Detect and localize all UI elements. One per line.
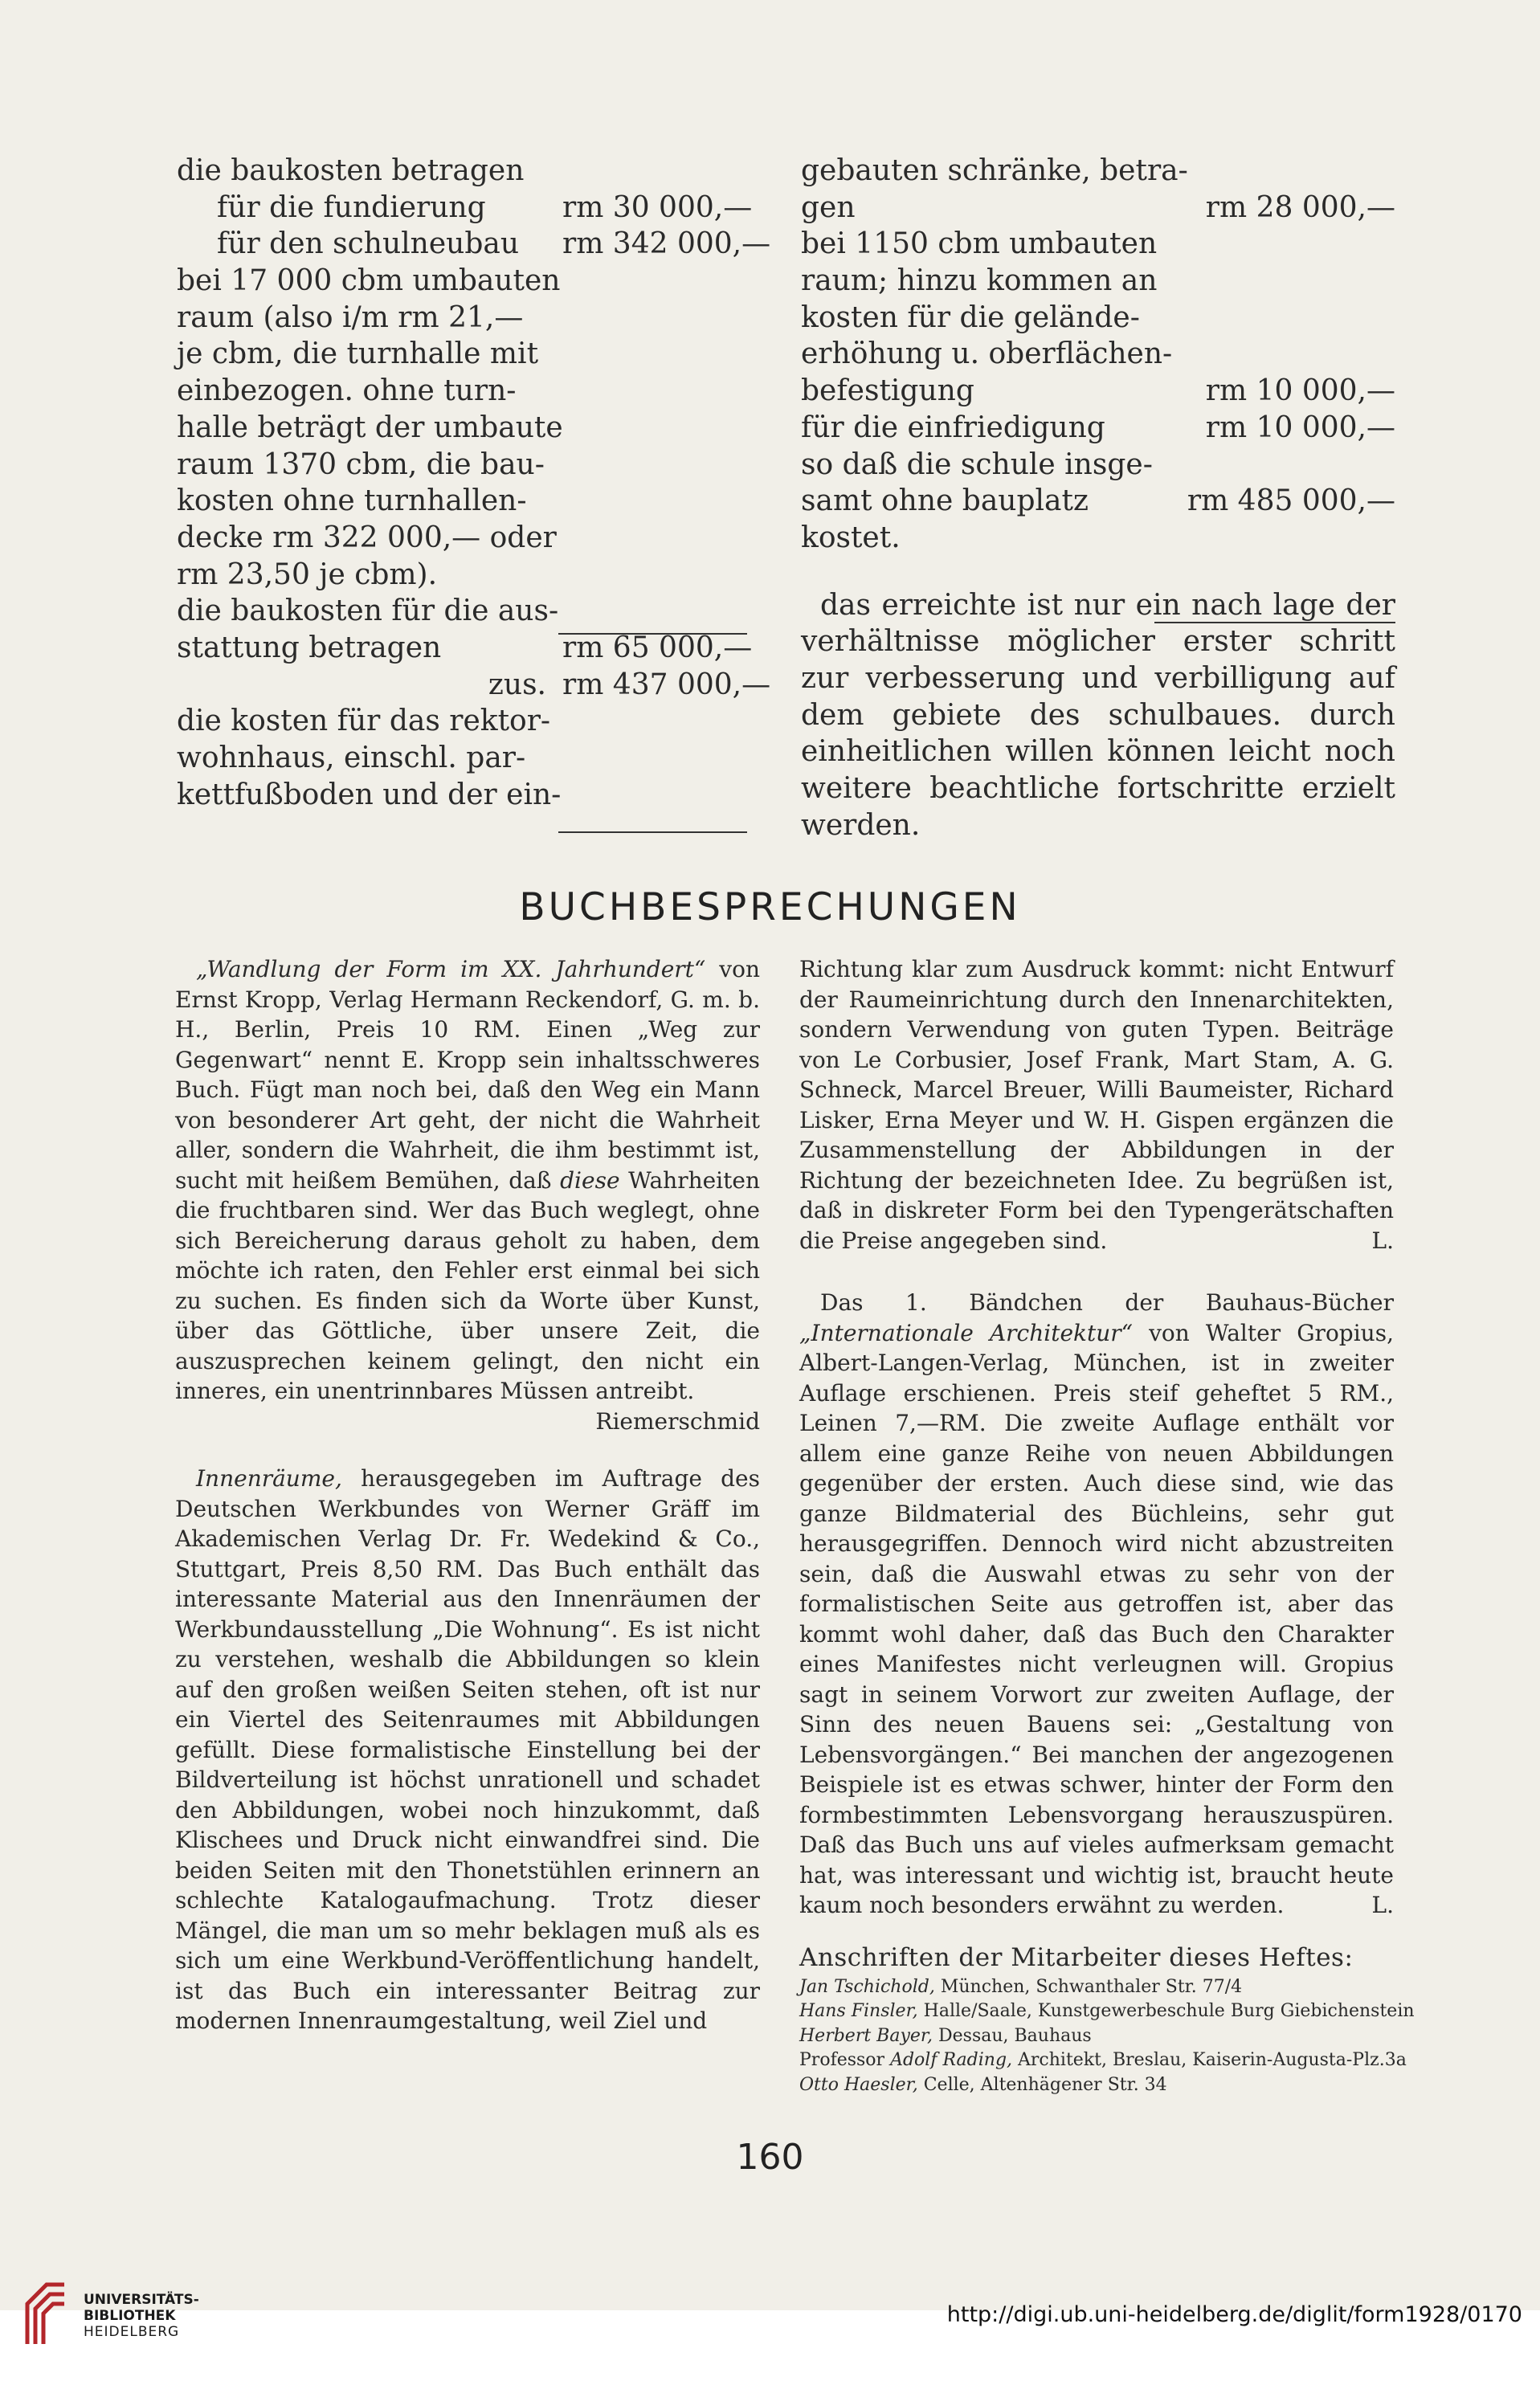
cost-left-row-text: die kosten für das rektor- xyxy=(177,704,551,738)
review-kropp-text-a: von Ernst Kropp, Verlag Hermann Reckendorf, G. m. b. H., Berlin, Preis 10 RM. Einen „Weg zur Gegenwart“ nennt E. Kropp sein inhaltsschweres Buch. Fügt man noch bei, daß den Weg ein Mann von besonderer Art geht, der nicht die Wahrheit aller, sondern die Wahrheit, die ihm bestimmt ist, sucht mit heißem Bemühen, daß xyxy=(175,956,760,1194)
review-kropp-text-b: Wahrheiten die fruchtbaren sind. Wer das Buch weglegt, ohne sich Bereicherung daraus geholt zu haben, dem möchte ich raten, den Fehler erst einmal bei sich zu suchen. Es finden sich da Worte über Kunst, über das Göttliche, über unsere Zeit, die auszusprechen keinem gelingt, den nicht ein inneres, ein unentrinnbares Müssen antreibt. xyxy=(175,1166,760,1404)
cost-right-row-text: gebauten schränke, betra- xyxy=(801,154,1188,187)
cost-left-row xyxy=(177,336,747,373)
cost-right-row-text: kostet. xyxy=(801,521,901,554)
cost-right-row-text: so daß die schule insge- xyxy=(801,447,1153,481)
sum-rule xyxy=(558,633,747,635)
cost-right-row-text: befestigung xyxy=(801,374,974,408)
cost-left-row-text: die baukosten für die aus- xyxy=(177,594,559,628)
review-gropius-intro: Das 1. Bändchen der Bauhaus-Bücher xyxy=(820,1289,1394,1316)
cost-list-right xyxy=(801,153,1395,843)
cost-left-row-text: halle beträgt der umbaute xyxy=(177,410,563,444)
cost-left-row-text: die baukosten betragen xyxy=(177,154,525,187)
sum-rule xyxy=(558,831,747,833)
contributors-heading: Anschriften der Mitarbeiter dieses Heftes: xyxy=(799,1942,1354,1972)
cost-left-row xyxy=(177,226,771,263)
spacer xyxy=(799,1256,1394,1288)
cost-left-row xyxy=(177,703,747,740)
contributors-list xyxy=(799,1975,1415,2098)
contributor-address xyxy=(799,1999,1415,2024)
cost-right-row xyxy=(801,190,1395,227)
cost-left-row-amount: rm 342 000,— xyxy=(562,227,771,261)
review-gropius-signature: L. xyxy=(1371,1892,1394,1918)
contributor-address xyxy=(799,1975,1394,2000)
cost-right-row xyxy=(801,373,1395,410)
cost-rows-right xyxy=(801,153,1395,557)
reviews-right-column xyxy=(799,954,1415,2097)
review-kropp-title: „Wandlung der Form im XX. Jahrhundert“ xyxy=(196,956,706,982)
library-name xyxy=(84,2292,199,2340)
cost-left-row xyxy=(177,300,747,337)
cost-left-row xyxy=(177,740,747,777)
cost-left-row-text: stattung betragen xyxy=(177,631,442,664)
review-innenraeume-text-continued: Richtung klar zum Ausdruck kommt: nicht Entwurf der Raumeinrichtung durch den Innenarchitekten, sondern Verwendung von guten Typen. Beiträge von Le Corbusier, Josef Frank, Mart Stam, A. G. Schneck, Marcel Breuer, Willi Baumeister, Richard Lisker, Erna Meyer und W. H. Gispen ergänzen die Zusammenstellung der Abbildungen in der Richtung der bezeichneten Idee. Zu begrüßen ist, daß in diskreter Form bei den Typengerätschaften die Preise angegeben sind. L. xyxy=(799,954,1394,1256)
cost-left-row xyxy=(177,593,747,630)
cost-left-row-text: raum (also i/m rm 21,— xyxy=(177,300,524,334)
cost-right-row-amount: rm 10 000,— xyxy=(1205,410,1395,444)
cost-right-row xyxy=(801,520,1395,557)
cost-right-row-text: gen xyxy=(801,190,856,224)
cost-right-row-amount: rm 485 000,— xyxy=(1187,484,1395,518)
cost-left-row xyxy=(177,153,747,190)
source-url-link[interactable]: http://digi.ub.uni-heidelberg.de/diglit/form1928/0170 xyxy=(946,2302,1522,2327)
library-logo-icon xyxy=(22,2280,69,2349)
cost-left-row xyxy=(177,373,747,410)
cost-left-row-text: decke rm 322 000,— oder xyxy=(177,521,557,554)
cost-left-row-amount: rm 65 000,— xyxy=(562,631,753,664)
cost-left-row-text: je cbm, die turnhalle mit xyxy=(177,337,539,371)
cost-right-row xyxy=(801,300,1395,337)
contributor-address xyxy=(799,2073,1394,2098)
cost-right-row xyxy=(801,226,1395,263)
contributor-location: Celle, Altenhägener Str. 34 xyxy=(923,2074,1167,2095)
cost-right-row-text: kosten für die gelände- xyxy=(801,300,1140,334)
cost-left-row-text: für den schulneubau xyxy=(217,227,520,261)
review-kropp-signature: Riemerschmid xyxy=(595,1407,760,1435)
spacer xyxy=(175,1436,760,1464)
contributor-name: Otto Haesler, xyxy=(799,2074,918,2095)
cost-right-row xyxy=(801,153,1395,190)
contributor-name: Adolf Rading, xyxy=(890,2050,1013,2070)
contributor-location: Architekt, Breslau, Kaiserin-Augusta-Plz.3a xyxy=(1018,2050,1407,2070)
cost-left-row xyxy=(177,667,771,704)
contributor-address xyxy=(799,2024,1394,2049)
contributor-name: Hans Finsler, xyxy=(799,2001,918,2021)
page-number: 160 xyxy=(736,2137,804,2178)
cost-left-row xyxy=(177,263,747,300)
cost-left-row-text: kettfußboden und der ein- xyxy=(177,778,562,811)
cost-left-row-amount: rm 437 000,— xyxy=(562,668,771,701)
cost-right-row-text: bei 1150 cbm umbauten xyxy=(801,227,1158,261)
contributor-name: Jan Tschichold, xyxy=(799,1976,935,1997)
cost-right-row xyxy=(801,447,1395,484)
review-innenraeume xyxy=(175,1464,760,2036)
cost-left-row-text: kosten ohne turnhallen- xyxy=(177,484,527,518)
cost-left-row-text: einbezogen. ohne turn- xyxy=(177,374,517,408)
cost-right-row-text: für die einfriedigung xyxy=(801,410,1105,444)
review-kropp-emphasis: diese xyxy=(560,1166,620,1194)
contributor-prefix: Professor xyxy=(799,2050,885,2070)
cost-left-row xyxy=(177,520,747,557)
cost-left-row-text: rm 23,50 je cbm). xyxy=(177,557,438,591)
cost-right-row-amount: rm 28 000,— xyxy=(1205,190,1395,224)
cost-left-row xyxy=(177,630,753,667)
review-gropius-text: von Walter Gropius, Albert-Langen-Verlag, München, ist in zweiter Auflage erschienen. Preis steif geheftet 5 RM., Leinen 7,—RM. Die zweite Auflage enthält vor allem eine ganze Reihe von neuen Abbildungen gegenüber der ersten. Auch diese sind, wie das ganze Bildmaterial des Büchleins, sehr gut herausgegriffen. Dennoch wird nicht abzustreiten sein, daß die Auswahl etwas zu sehr von der formalistischen Seite aus getroffen ist, aber das kommt wohl daher, daß das Buch den Charakter eines Manifestes nicht verleugnen will. Gropius sagt in seinem Vorwort zur zweiten Auflage, der Sinn des neuen Bauens sei: „Gestaltung von Lebensvorgängen.“ Bei manchen der angezogenen Beispiele ist es etwas schwer, hinter der Form den formbestimmten Lebensvorgang herauszuspüren. Daß das Buch uns auf vieles aufmerksam gemacht hat, was interessant und wichtig ist, braucht heute kaum noch besonders erwähnt zu werden. xyxy=(799,1319,1394,1918)
contributor-address xyxy=(799,2048,1407,2073)
review-gropius xyxy=(799,1288,1394,1921)
review-innenraeume-text: herausgegeben im Auftrage des Deutschen Werkbundes von Werner Gräff im Akademischen Verlag Dr. Fr. Wedekind & Co., Stuttgart, Preis 8,50 RM. Das Buch enthält das interessante Material aus den Innenräumen der Werkbundausstellung „Die Wohnung“. Es ist nicht zu verstehen, weshalb die Abbildungen so klein auf den großen weißen Seiten stehen, oft ist nur ein Viertel des Seitenraumes mit Abbildungen gefüllt. Diese formalistische Einstellung bei der Bildverteilung ist höchst unrationell und schadet den Abbildungen, wobei noch hinzukommt, daß Klischees und Druck nicht einwandfrei sind. Die beiden Seiten mit den Thonetstühlen erinnern an schlechte Katalogaufmachung. Trotz dieser Mängel, die man um so mehr beklagen muß als es sich um eine Werkbund-Veröffentlichung handelt, ist das Buch ein interessanter Beitrag zur modernen Innenraumgestaltung, weil Ziel und xyxy=(175,1465,760,2034)
cost-right-row xyxy=(801,483,1395,520)
cost-left-row xyxy=(177,557,747,594)
review-gropius-title: „Internationale Architektur“ xyxy=(799,1319,1133,1346)
cost-right-row xyxy=(801,263,1395,300)
sum-rule xyxy=(1154,622,1395,623)
cost-left-row-text: für die fundierung xyxy=(217,190,486,224)
cost-left-row xyxy=(177,190,753,227)
cost-left-row-text: zus. xyxy=(488,668,546,701)
contributor-location: Halle/Saale, Kunstgewerbeschule Burg Giebichenstein xyxy=(923,2001,1415,2021)
review-innenraeume-signature: L. xyxy=(1371,1227,1394,1254)
cost-left-row xyxy=(177,483,747,520)
cost-right-row-text: raum; hinzu kommen an xyxy=(801,264,1158,298)
cost-left-row-text: wohnhaus, einschl. par- xyxy=(177,741,526,774)
cost-left-row xyxy=(177,447,747,484)
review-kropp xyxy=(175,954,760,1407)
review-innenraeume-continuation xyxy=(799,954,1394,1256)
cost-right-row xyxy=(801,410,1395,447)
cost-right-row-text: samt ohne bauplatz xyxy=(801,484,1089,518)
contributor-location: München, Schwanthaler Str. 77/4 xyxy=(940,1976,1243,1997)
cost-left-row-text: raum 1370 cbm, die bau- xyxy=(177,447,545,481)
cost-left-row xyxy=(177,777,747,814)
contributor-location: Dessau, Bauhaus xyxy=(938,2025,1092,2046)
reviews-left-column xyxy=(175,954,760,2036)
cost-right-row xyxy=(801,336,1395,373)
library-name-line3: HEIDELBERG xyxy=(84,2324,180,2340)
section-heading: BUCHBESPRECHUNGEN xyxy=(519,885,1021,929)
cost-left-row-text: bei 17 000 cbm umbauten xyxy=(177,264,561,298)
review-innenraeume-title: Innenräume, xyxy=(196,1465,342,1492)
library-name-line1: UNIVERSITÄTS- xyxy=(84,2292,199,2308)
cost-list-left xyxy=(177,153,771,813)
closing-paragraph: das erreichte ist nur ein nach lage der verhältnisse möglicher erster schritt zur verbesserung und verbilligung auf dem gebiete des schulbaues. durch einheitlichen willen können leicht noch weitere beachtliche fortschritte erzielt werden. xyxy=(801,588,1395,842)
cost-right-row-amount: rm 10 000,— xyxy=(1205,374,1395,408)
library-name-line2: BIBLIOTHEK xyxy=(84,2308,176,2324)
cost-left-row-amount: rm 30 000,— xyxy=(562,190,753,224)
cost-right-row-text: erhöhung u. oberflächen- xyxy=(801,337,1173,371)
cost-left-row xyxy=(177,410,747,447)
contributor-name: Herbert Bayer, xyxy=(799,2025,933,2046)
